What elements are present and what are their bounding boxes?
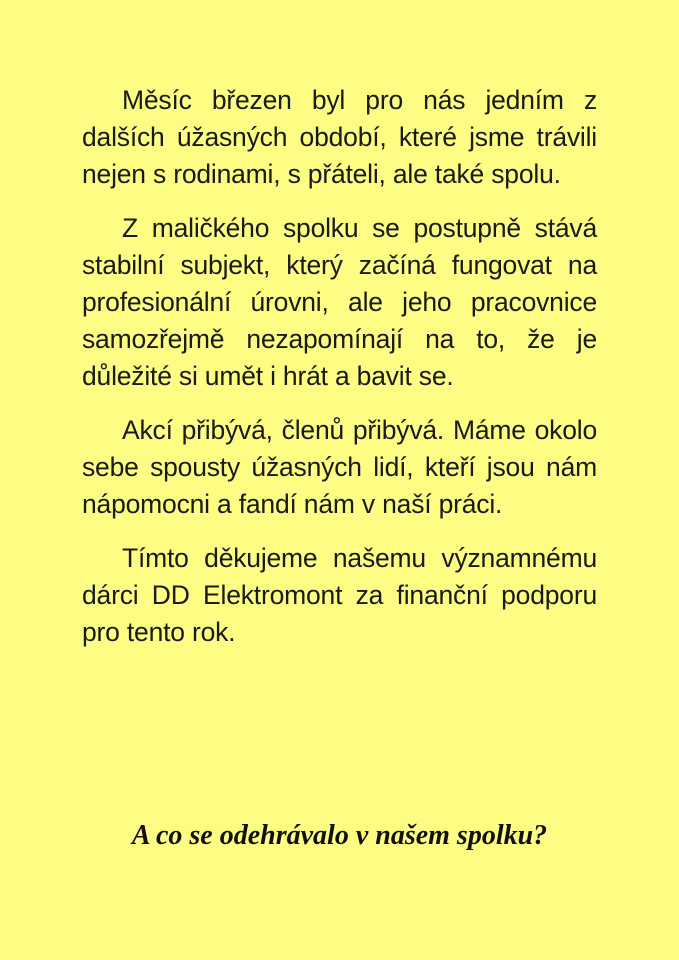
paragraph-thanks: Tímto děkujeme našemu významnému dárci DD Elektromont za finanční podporu pro tento rok. xyxy=(82,543,597,647)
paragraph-march: Měsíc březen byl pro nás jedním z dalších úžasných období, které jsme trávili nejen s rodinami, s přáteli, ale také spolu. xyxy=(82,85,597,189)
paragraph-growth: Z maličkého spolku se postupně stává stabilní subjekt, který začíná fungovat na profesionální úrovni, ale jeho pracovnice samozřejmě nezapomínají na to, že je důležité si umět i hrát a bavit se. xyxy=(82,213,597,391)
paragraph-activities: Akcí přibývá, členů přibývá. Máme okolo sebe spousty úžasných lidí, kteří jsou nám nápomocni a fandí nám v naší práci. xyxy=(82,415,597,519)
closing-question: A co se odehrávalo v našem spolku? xyxy=(131,820,548,851)
